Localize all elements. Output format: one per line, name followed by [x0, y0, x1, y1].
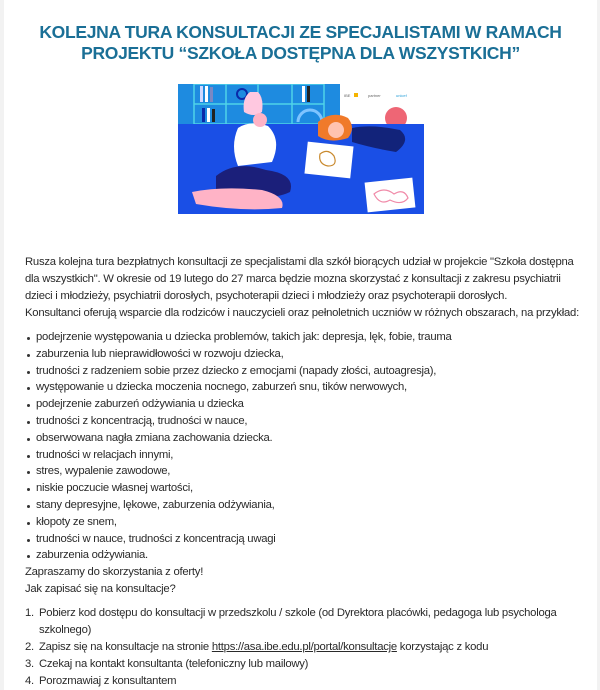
svg-text:unicef: unicef [396, 93, 407, 98]
article-title [4, 22, 597, 64]
article-body [25, 254, 585, 690]
step-item [25, 605, 585, 639]
svg-text:IBE: IBE [344, 93, 351, 98]
step-text: Czekaj na kontakt konsultanta (telefoniczny lub mailowy) [39, 658, 309, 671]
how-to-heading: Jak zapisać się na konsultacje? [25, 583, 176, 596]
title-line-1: KOLEJNA TURA KONSULTACJI ZE SPECJALISTAMI W RAMACH [39, 22, 562, 42]
step-item [25, 673, 585, 690]
list-item: trudności z koncentracją, trudności w nauce, [25, 413, 585, 430]
step-text-after: korzystając z kodu [396, 641, 489, 654]
step-number: 4. [25, 675, 34, 688]
signup-steps [25, 605, 585, 690]
list-item: obserwowana nagła zmiana zachowania dziecka. [25, 430, 585, 447]
list-item: trudności w relacjach innymi, [25, 447, 585, 464]
list-item: podejrzenie zaburzeń odżywiania u dziecka [25, 396, 585, 413]
hero-illustration [178, 84, 424, 222]
step-text: Zapisz się na konsultacje na stronie [39, 641, 209, 654]
konsultacje-portal-link[interactable]: https://asa.ibe.edu.pl/portal/konsultacje [211, 641, 397, 654]
intro-paragraph-2: Konsultanci oferują wsparcie dla rodziców i nauczycieli oraz pełnoletnich uczniów w różnych obszarach, na przykład: [25, 307, 579, 319]
step-text: Pobierz kod dostępu do konsultacji w przedszkolu / szkole (od Dyrektora placówki, pedagoga lub psychologa szkolnego) [39, 607, 557, 637]
list-item: niskie poczucie własnej wartości, [25, 480, 585, 497]
step-item [25, 639, 585, 656]
step-text: Porozmawiaj z konsultantem [39, 675, 177, 688]
invite-text: Zapraszamy do skorzystania z oferty! [25, 566, 204, 579]
list-item: zaburzenia odżywiania. [25, 547, 585, 564]
list-item: trudności z radzeniem sobie przez dziecko z emocjami (napady złości, autoagresja), [25, 363, 585, 380]
svg-text:partner: partner [368, 93, 381, 98]
article-page [4, 0, 597, 690]
support-areas-list [25, 329, 585, 564]
step-number: 2. [25, 641, 34, 654]
list-item: kłopoty ze snem, [25, 514, 585, 531]
title-line-2: PROJEKTU “SZKOŁA DOSTĘPNA DLA WSZYSTKICH” [81, 43, 520, 63]
list-item: zaburzenia lub nieprawidłowości w rozwoju dziecka, [25, 346, 585, 363]
list-item: trudności w nauce, trudności z koncentracją uwagi [25, 531, 585, 548]
intro-paragraph: Rusza kolejna tura bezpłatnych konsultacji ze specjalistami dla szkół biorących udział w projekcie "Szkoła dostępna dla wszystkich". W okresie od 19 lutego do 27 marca będzie mozna skorzystać z konsultacji z zakresu psychiatrii dzieci i młodzieży, psychiatrii dorosłych, psychoterapii dzieci i młodzieży oraz psychoterapii dorosłych. [25, 256, 574, 302]
list-item: podejrzenie występowania u dziecka problemów, takich jak: depresja, lęk, fobie, trauma [25, 329, 585, 346]
step-item [25, 656, 585, 673]
step-number: 1. [25, 607, 34, 620]
list-item: występowanie u dziecka moczenia nocnego, zaburzeń snu, tików nerwowych, [25, 379, 585, 396]
list-item: stres, wypalenie zawodowe, [25, 463, 585, 480]
list-item: stany depresyjne, lękowe, zaburzenia odżywiania, [25, 497, 585, 514]
step-number: 3. [25, 658, 34, 671]
